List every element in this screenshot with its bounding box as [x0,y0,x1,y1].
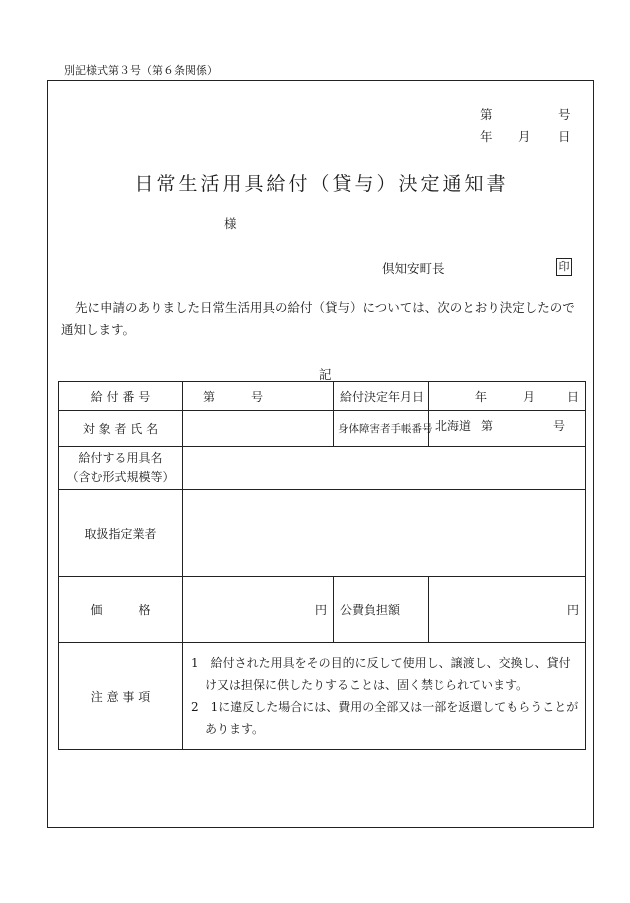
kettei-date-cell [429,382,586,411]
table-row [59,411,586,447]
addressee-suffix: 様 [224,216,237,231]
techo-number-cell [429,411,586,447]
kakaku-label: 価 格 [59,577,183,643]
table-row [59,490,586,577]
techo-hokkaido: 北海道 [435,419,472,433]
form-number-label: 別記様式第３号（第６条関係） [64,64,218,77]
yogu-label-line2: （含む形式規模等） [66,470,175,484]
body-text: 先に申請のありました日常生活用具の給付（貸与）については、次のとおり決定したので通知します。 [61,300,575,337]
kyufu-number-cell [183,382,334,411]
header-date-day: 日 [558,129,571,144]
gyosha-label: 取扱指定業者 [59,490,183,577]
details-table [58,381,586,750]
header-number-dai: 第 [480,107,493,122]
header-number-go: 号 [558,107,571,122]
chui-notes [183,643,586,750]
ki-heading: 記 [319,367,332,382]
chui-label: 注 意 事 項 [59,643,183,750]
kakaku-value: 円 [183,577,334,643]
techo-label: 身体障害者手帳番号 [334,411,429,447]
note-item-2: 2 1に違反した場合には、費用の全部又は一部を返還してもらうことがあります。 [191,700,579,736]
table-row [59,447,586,490]
kyufu-number-label: 給 付 番 号 [59,382,183,411]
kohi-value: 円 [429,577,586,643]
header-date-month: 月 [518,129,531,144]
taishosha-label: 対 象 者 氏 名 [59,411,183,447]
header-date-year: 年 [480,129,493,144]
note-item-1: 1 給付された用具をその目的に反して使用し、譲渡し、交換し、貸付け又は担保に供したりすることは、固く禁じられています。 [191,656,571,692]
kettei-day: 日 [567,389,580,404]
yogu-label [59,447,183,490]
kyufu-go: 号 [251,389,264,404]
issuer-name: 倶知安町長 [382,261,445,276]
kyufu-dai: 第 [203,389,216,404]
kohi-label: 公費負担額 [334,577,429,643]
notice-document [47,80,594,828]
document-title: 日常生活用具給付（貸与）決定通知書 [134,173,509,195]
yogu-value [183,447,586,490]
gyosha-value [183,490,586,577]
kettei-date-label: 給付決定年月日 [334,382,429,411]
kettei-year: 年 [474,389,487,404]
techo-dai: 第 [481,419,494,433]
table-row [59,643,586,750]
yogu-label-line1: 給付する用具名 [78,451,163,465]
kettei-month: 月 [523,389,536,404]
techo-go: 号 [553,419,566,433]
table-row [59,577,586,643]
seal-mark: 印 [556,258,572,276]
taishosha-value [183,411,334,447]
table-row [59,382,586,411]
